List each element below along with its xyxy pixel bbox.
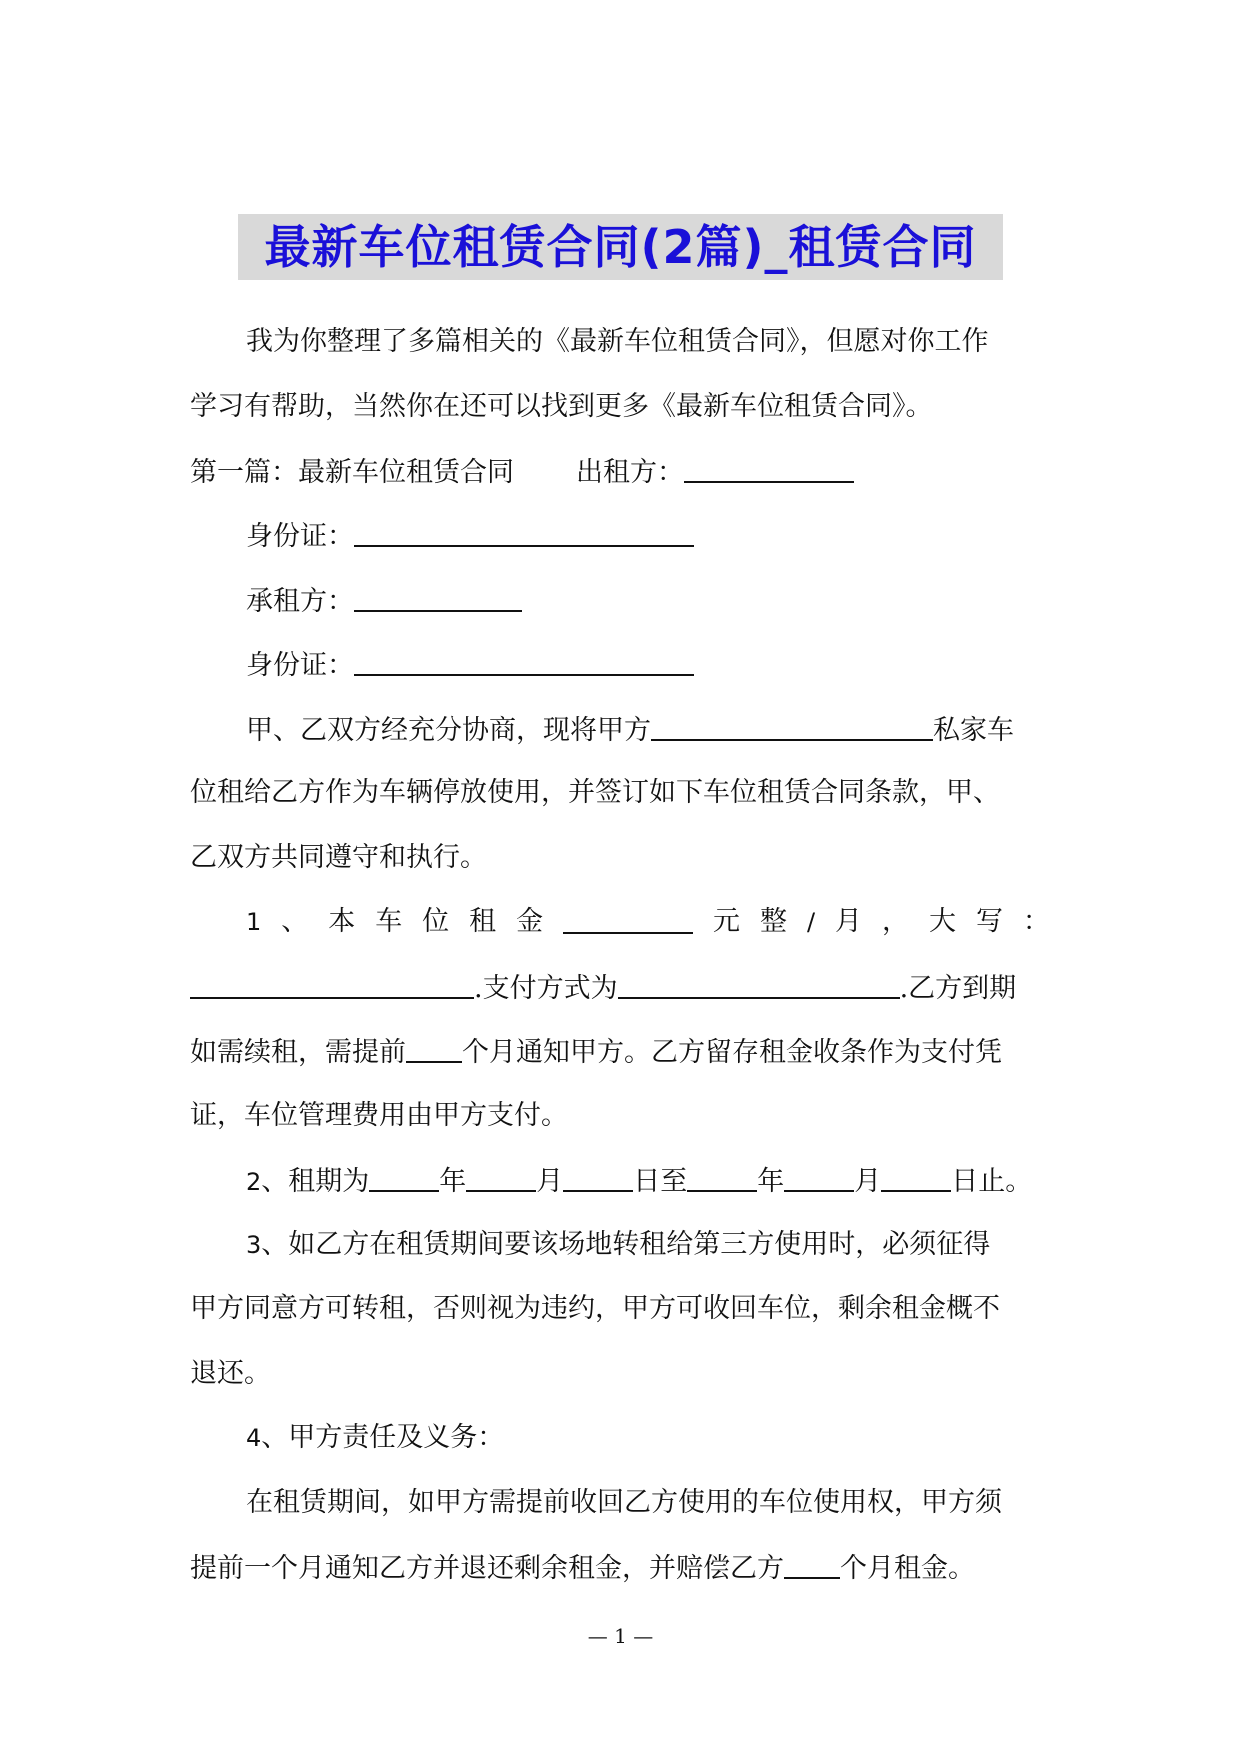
clause1-line-4: 证，车位管理费用由甲方支付。 [190,1100,568,1131]
clause1-token: 位 [422,906,450,937]
clause2-number: 2 [246,1168,262,1196]
lessor-blank[interactable] [684,451,854,483]
agree-text-b: 私家车 [933,715,1014,746]
clause1-token: 车 [375,906,403,937]
start-day-blank[interactable] [563,1160,633,1192]
notice-months-blank[interactable] [406,1031,462,1063]
intro-line-2: 学习有帮助，当然你在还可以找到更多《最新车位租赁合同》。 [190,391,933,422]
clause4-line-1: 在租赁期间，如甲方需提前收回乙方使用的车位使用权，甲方须 [246,1487,1002,1518]
clause3-number: 3 [246,1231,262,1259]
clause1-token: 金 [516,906,544,937]
clause1-token: 整 [760,906,787,937]
month-label: 月 [536,1166,564,1197]
month-label: 月 [854,1166,882,1197]
clause1-renew-text: 如需续租，需提前 [190,1037,406,1068]
clause4-heading-line [246,1418,1106,1458]
clause4-line-2 [190,1547,1050,1589]
id2-blank[interactable] [354,644,694,676]
clause1-token: / [806,908,816,936]
lessor-name-blank[interactable] [651,709,933,741]
clause3-line-3: 退还。 [190,1358,271,1389]
agree-line-2: 位租给乙方作为车辆停放使用，并签订如下车位租赁合同条款，甲、 [190,777,1000,808]
clause1-token: 元 [713,906,741,937]
clause4-text-b: 个月租金。 [840,1553,975,1584]
agree-line-1 [246,709,1106,751]
payment-method-blank[interactable] [618,967,900,999]
part1-heading: 第一篇：最新车位租赁合同 [190,457,514,488]
compensation-months-blank[interactable] [784,1547,840,1579]
clause1-token: 写 [975,906,1003,937]
agree-line-3: 乙双方共同遵守和执行。 [190,842,487,873]
clause4-heading: 、甲方责任及义务： [261,1422,505,1453]
day-to-label: 日至 [633,1166,688,1197]
page-number: — 1 — [587,1624,654,1648]
id1-label: 身份证： [246,521,354,552]
id2-line [246,644,1106,686]
clause1-number: 1 [246,908,262,936]
day-end-label: 日止。 [951,1166,1033,1197]
lessee-blank[interactable] [354,580,522,612]
clause1-token: 月 [835,906,863,937]
clause1-line-2 [190,967,1050,1009]
id2-label: 身份证： [246,650,354,681]
lessee-label: 承租方： [246,586,354,617]
document-title: 最新车位租赁合同(2篇)_租赁合同 [238,214,1002,280]
year-label: 年 [439,1166,467,1197]
end-month-blank[interactable] [784,1160,854,1192]
clause1-token: 租 [469,906,497,937]
clause1-pay-text: .支付方式为 [474,973,618,1004]
clause1-expire-text: .乙方到期 [899,973,1017,1004]
lessee-line [246,580,1106,622]
clause1-token: ： [1022,906,1050,937]
clause1-notice-text: 个月通知甲方。乙方留存租金收条作为支付凭 [462,1037,1002,1068]
clause1-token: 本 [328,906,356,937]
clause3-line-1 [246,1225,1106,1265]
clause3-line-2: 甲方同意方可转租，否则视为违约，甲方可收回车位，剩余租金概不 [190,1293,1000,1324]
part1-line [190,451,1050,493]
clause3-text: 、如乙方在租赁期间要该场地转租给第三方使用时，必须征得 [261,1229,991,1260]
start-month-blank[interactable] [466,1160,536,1192]
clause4-text-a: 提前一个月通知乙方并退还剩余租金，并赔偿乙方 [190,1553,784,1584]
end-day-blank[interactable] [881,1160,951,1192]
agree-text-a: 甲、乙双方经充分协商，现将甲方 [246,715,651,746]
clause4-number: 4 [246,1424,262,1452]
clause1-token: 大 [928,906,956,937]
rent-uppercase-blank[interactable] [190,967,474,999]
clause2-text: 、租期为 [261,1166,370,1197]
lessor-label: 出租方： [576,457,684,488]
id1-line [246,515,1106,557]
id1-blank[interactable] [354,515,694,547]
intro-line-1: 我为你整理了多篇相关的《最新车位租赁合同》，但愿对你工作 [246,326,989,357]
rent-amount-blank[interactable] [563,902,693,934]
clause1-line-1 [246,902,1050,942]
title-wrap [0,214,1241,280]
start-year-blank[interactable] [369,1160,439,1192]
clause2-line [246,1160,1106,1202]
clause1-line-3 [190,1031,1050,1073]
clause1-token: 、 [281,906,309,937]
year-label: 年 [757,1166,785,1197]
clause1-token: ， [882,906,909,937]
end-year-blank[interactable] [687,1160,757,1192]
